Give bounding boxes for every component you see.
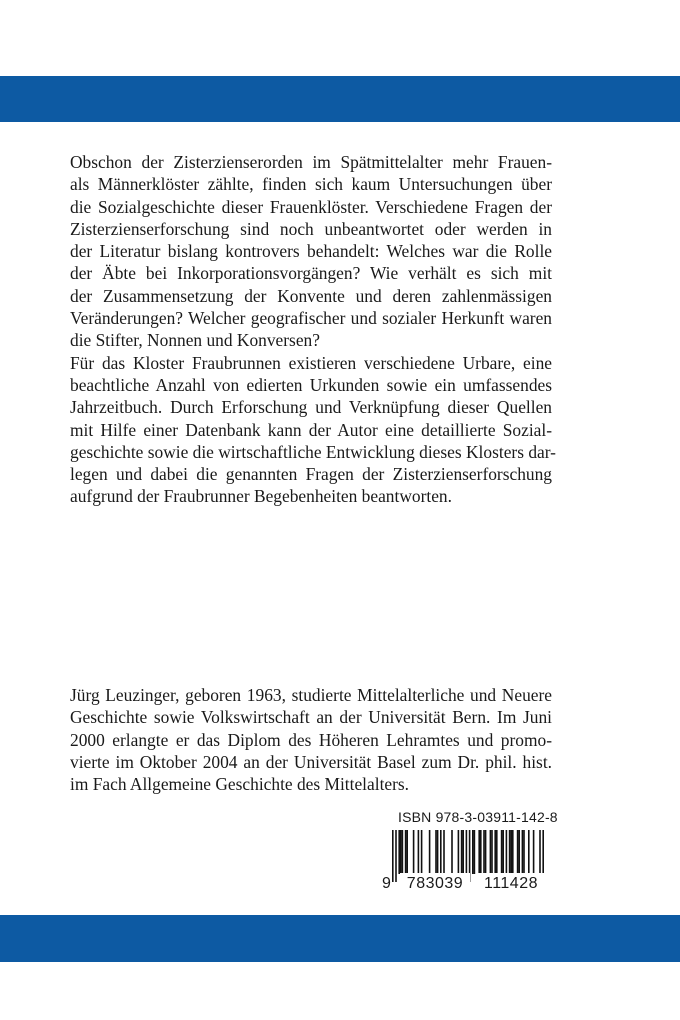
abstract-line: Veränderungen? Welcher geografischer und sozialer Herkunft waren [70,308,552,329]
abstract-line: die Sozialgeschichte dieser Frauenklöster. Verschiedene Fragen der [70,196,552,217]
barcode-bar [512,830,514,874]
barcode-bar [478,830,480,874]
abstract-line: der Zusammensetzung der Konvente und deren zahlenmässigen [70,285,552,306]
barcode-bar [405,830,407,874]
barcode-bar [458,830,460,874]
author-bio [70,684,552,795]
barcode-bar [440,830,442,874]
barcode-bar [462,830,464,874]
barcode-bar [522,830,524,874]
abstract-line: Jahrzeitbuch. Durch Erforschung und Verknüpfung dieser Quellen [70,397,552,418]
author-line: vierte im Oktober 2004 an der Universität Basel zum Dr. phil. hist. [70,751,552,772]
author-line: 2000 erlangte er das Diplom des Höheren Lehramtes und promo- [70,729,552,750]
barcode-bar [421,830,423,874]
barcode-bar [413,830,415,874]
abstract-line: beachtliche Anzahl von edierten Urkunden sowie ein umfassendes [70,374,552,395]
barcode-bar [490,830,492,874]
abstract-line: der Äbte bei Inkorporationsvorgängen? Wie verhält es sich mit [70,263,552,284]
barcode-bar [533,830,535,874]
top-color-band [0,76,680,122]
barcode-bar [400,830,402,874]
barcode-bar [451,830,453,874]
abstract-paragraph-2 [70,352,556,508]
barcode-bar [494,830,496,874]
barcode-bar [517,830,519,874]
abstract-line: legen und dabei die genannten Fragen der Zisterzienserforschung [70,464,552,485]
abstract-line: die Stifter, Nonnen und Konversen? [70,330,320,351]
barcode-digits-right: 111428 [476,873,546,895]
barcode-bar [480,830,482,874]
barcode-bar [496,830,498,874]
barcode-bar [518,830,520,874]
barcode-bar [443,830,445,874]
barcode-bar [398,830,400,874]
abstract-paragraph-1 [70,151,552,352]
barcode-bar [502,830,504,874]
barcode-bar [437,830,439,874]
barcode-bar [483,830,485,874]
abstract-text [70,151,556,508]
barcode-digits [382,873,552,895]
abstract-line: Zisterzienserforschung sind noch unbeantwortet oder werden in [70,218,552,239]
barcode-bar [429,830,431,874]
abstract-line: Für das Kloster Fraubrunnen existieren verschiedene Urbare, eine [70,352,552,373]
abstract-line: mit Hilfe einer Datenbank kann der Autor eine detaillierte Sozial- [70,419,552,440]
bottom-color-band [0,915,680,962]
barcode-bar [461,830,463,874]
author-paragraph [70,684,552,795]
author-line: Geschichte sowie Volkswirtschaft an der Universität Bern. Im Juni [70,707,552,728]
barcode-bar [523,830,525,874]
barcode-bar [509,830,511,874]
isbn-label: ISBN 978-3-03911-142-8 [398,809,558,825]
barcode-bar [435,830,437,874]
barcode-bar [501,830,503,874]
barcode-bar [472,830,474,874]
author-line: im Fach Allgemeine Geschichte des Mittelalters. [70,774,410,795]
barcode-digit-first: 9 [382,875,391,892]
barcode-bar [474,830,476,874]
barcode-bar [510,830,512,874]
barcode-bar [402,830,404,874]
barcode-bar [406,830,408,874]
barcode-bar [485,830,487,874]
barcode-bar [418,830,420,874]
abstract-line: geschichte sowie die wirtschaftliche Entwicklung dieses Klosters dar- [70,441,556,462]
author-line: Jürg Leuzinger, geboren 1963, studierte Mittelalterliche und Neuere [70,685,552,705]
barcode-bar [491,830,493,874]
barcode-digits-left: 783039 [400,873,470,895]
barcode-bar [506,830,508,874]
abstract-line: Obschon der Zisterzienserorden im Spätmittelalter mehr Frauen- [70,152,552,172]
abstract-line: der Literatur bislang kontrovers behandelt: Welches war die Rolle [70,241,552,262]
abstract-line: als Männerklöster zählte, finden sich kaum Untersuchungen über [70,174,552,195]
abstract-line: aufgrund der Fraubrunner Begebenheiten beantworten. [70,486,452,507]
barcode-bar [528,830,530,874]
